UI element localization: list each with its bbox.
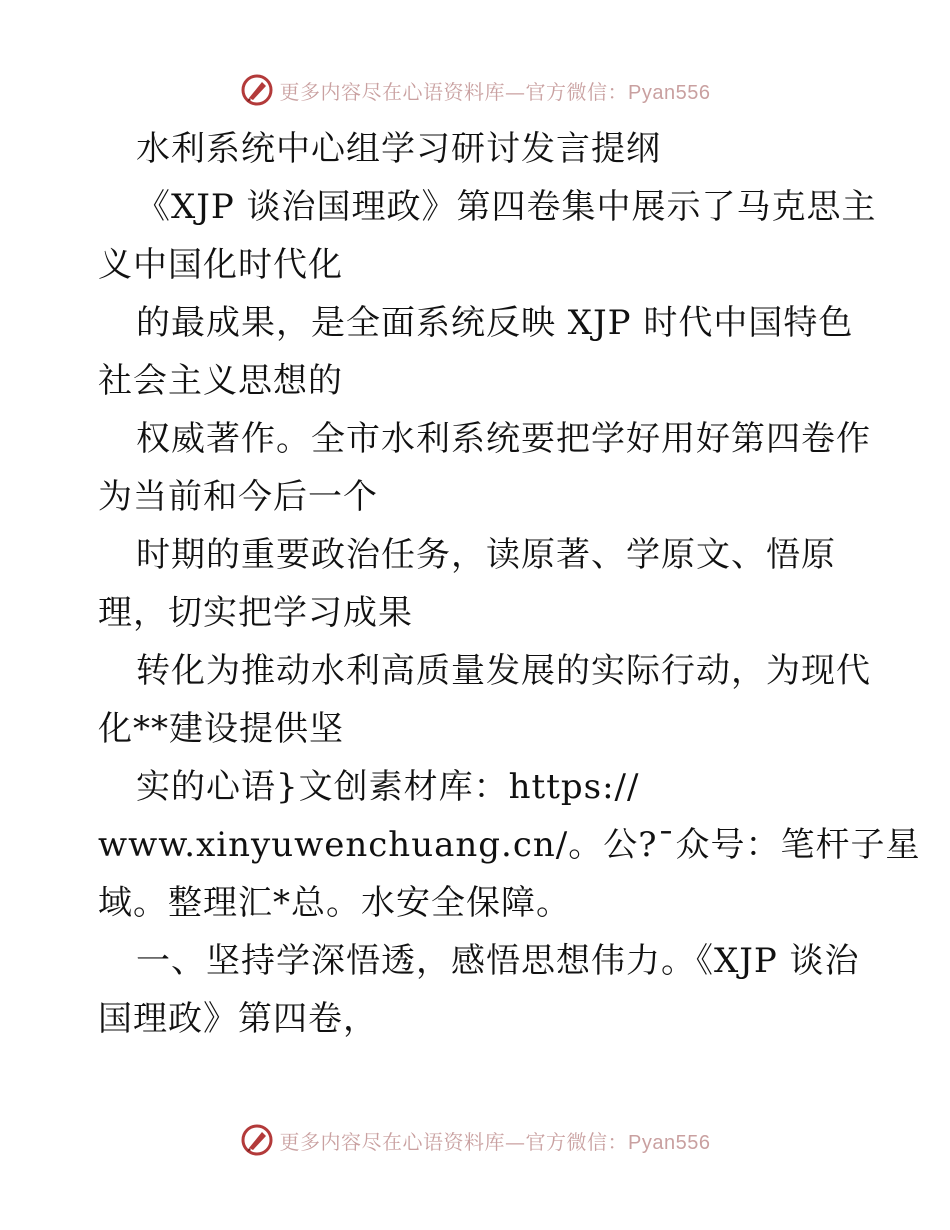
paragraph-line: 域。整理汇*总。水安全保障。: [98, 883, 571, 923]
paragraph-line: 《XJP 谈治国理政》第四卷集中展示了马克思主: [136, 187, 877, 227]
paragraph-line: 义中国化时代化: [98, 245, 343, 285]
footer-banner-text: 更多内容尽在心语资料库—官方微信：Pyan556: [279, 1129, 711, 1154]
paragraph-line: 社会主义思想的: [98, 361, 343, 401]
pen-logo-icon: [240, 73, 274, 107]
pen-logo-icon: [240, 1123, 274, 1157]
paragraph-line: 的最成果，是全面系统反映 XJP 时代中国特色: [136, 303, 854, 343]
document-title: 水利系统中心组学习研讨发言提纲: [136, 129, 661, 169]
paragraph-line: 国理政》第四卷，: [98, 999, 378, 1039]
footer-banner: [0, 1120, 950, 1160]
paragraph-line: 权威著作。全市水利系统要把学好用好第四卷作: [136, 419, 871, 459]
paragraph-line: 实的心语}文创素材库：https://: [136, 767, 640, 807]
header-wechat-id: Pyan556: [628, 81, 711, 104]
footer-wechat-id: Pyan556: [628, 1131, 711, 1154]
section-heading-line: 一、坚持学深悟透，感悟思想伟力。《XJP 谈治: [136, 941, 860, 981]
paragraph-line: 化**建设提供坚: [98, 709, 344, 749]
paragraph-line: www.xinyuwenchuang.cn/。公?¯众号：笔杆子星: [98, 825, 921, 865]
paragraph-line: 理，切实把学习成果: [98, 593, 413, 633]
paragraph-line: 时期的重要政治任务，读原著、学原文、悟原: [136, 535, 836, 575]
paragraph-line: 转化为推动水利高质量发展的实际行动，为现代: [136, 651, 871, 691]
header-banner: [0, 70, 950, 110]
paragraph-line: 为当前和今后一个: [98, 477, 378, 517]
header-banner-text: 更多内容尽在心语资料库—官方微信：Pyan556: [279, 79, 711, 104]
document-body: [98, 120, 921, 1048]
